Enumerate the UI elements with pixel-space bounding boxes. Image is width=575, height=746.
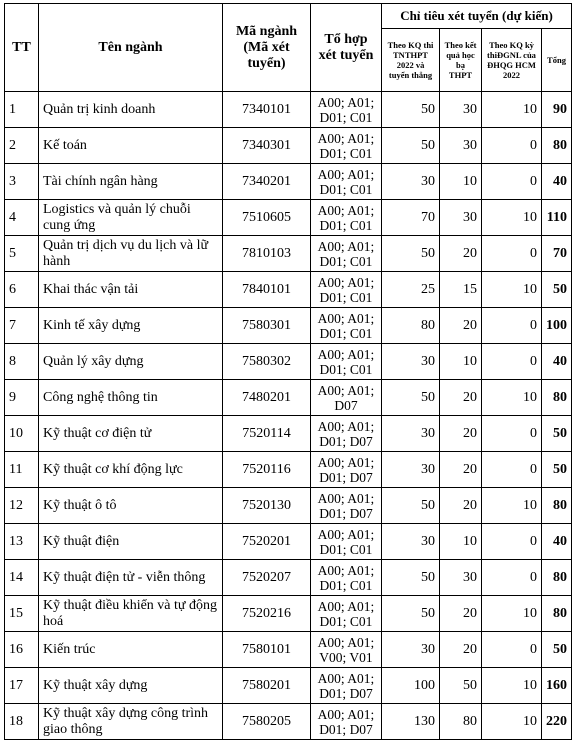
- quota-national-exam: 50: [382, 380, 440, 416]
- subject-combination: A00; A01; D01; C01: [311, 200, 382, 236]
- row-index: 9: [5, 380, 39, 416]
- table-row: [5, 380, 572, 416]
- major-code: 7480201: [223, 380, 311, 416]
- major-name: Quản trị kinh doanh: [39, 92, 223, 128]
- table-row: [5, 560, 572, 596]
- subject-combination: A00; A01; D07: [311, 380, 382, 416]
- table-row: [5, 452, 572, 488]
- table-row: [5, 308, 572, 344]
- quota-transcript: 20: [440, 488, 482, 524]
- table-row: [5, 128, 572, 164]
- quota-competency-exam: 10: [482, 92, 542, 128]
- header-national-exam: Theo KQ thi TNTHPT 2022 và tuyển thẳng: [382, 29, 440, 92]
- table-row: [5, 92, 572, 128]
- subject-combination: A00; A01; D01; C01: [311, 164, 382, 200]
- row-index: 5: [5, 236, 39, 272]
- quota-total: 80: [542, 380, 572, 416]
- major-code: 7580101: [223, 632, 311, 668]
- major-code: 7580301: [223, 308, 311, 344]
- row-index: 17: [5, 668, 39, 704]
- major-name: Kinh tế xây dựng: [39, 308, 223, 344]
- quota-national-exam: 130: [382, 704, 440, 740]
- major-code: 7520201: [223, 524, 311, 560]
- quota-competency-exam: 0: [482, 236, 542, 272]
- major-name: Tài chính ngân hàng: [39, 164, 223, 200]
- subject-combination: A00; A01; D01; D07: [311, 416, 382, 452]
- table-row: [5, 236, 572, 272]
- header-competency-exam: Theo KQ kỳ thiĐGNL của ĐHQG HCM 2022: [482, 29, 542, 92]
- quota-competency-exam: 10: [482, 488, 542, 524]
- header-name: Tên ngành: [39, 4, 223, 92]
- major-code: 7520114: [223, 416, 311, 452]
- quota-total: 80: [542, 560, 572, 596]
- subject-combination: A00; A01; D01; C01: [311, 236, 382, 272]
- table-row: [5, 416, 572, 452]
- quota-total: 90: [542, 92, 572, 128]
- major-code: 7340101: [223, 92, 311, 128]
- quota-transcript: 20: [440, 416, 482, 452]
- quota-total: 70: [542, 236, 572, 272]
- quota-transcript: 30: [440, 128, 482, 164]
- table-row: [5, 272, 572, 308]
- quota-total: 40: [542, 344, 572, 380]
- quota-total: 80: [542, 596, 572, 632]
- table-row: [5, 164, 572, 200]
- quota-competency-exam: 0: [482, 452, 542, 488]
- table-row: [5, 344, 572, 380]
- row-index: 8: [5, 344, 39, 380]
- major-name: Kế toán: [39, 128, 223, 164]
- quota-transcript: 10: [440, 524, 482, 560]
- quota-national-exam: 30: [382, 524, 440, 560]
- subject-combination: A00; A01; V00; V01: [311, 632, 382, 668]
- quota-total: 50: [542, 632, 572, 668]
- subject-combination: A00; A01; D01; C01: [311, 596, 382, 632]
- table-row: [5, 200, 572, 236]
- quota-transcript: 20: [440, 236, 482, 272]
- major-name: Khai thác vận tải: [39, 272, 223, 308]
- major-code: 7810103: [223, 236, 311, 272]
- major-code: 7520130: [223, 488, 311, 524]
- quota-total: 100: [542, 308, 572, 344]
- quota-national-exam: 50: [382, 92, 440, 128]
- major-code: 7580205: [223, 704, 311, 740]
- row-index: 4: [5, 200, 39, 236]
- subject-combination: A00; A01; D01; D07: [311, 668, 382, 704]
- quota-total: 50: [542, 416, 572, 452]
- row-index: 1: [5, 92, 39, 128]
- table-row: [5, 488, 572, 524]
- subject-combination: A00; A01; D01; D07: [311, 452, 382, 488]
- table-row: [5, 524, 572, 560]
- major-code: 7520116: [223, 452, 311, 488]
- quota-competency-exam: 0: [482, 164, 542, 200]
- quota-national-exam: 70: [382, 200, 440, 236]
- quota-competency-exam: 10: [482, 200, 542, 236]
- quota-transcript: 30: [440, 92, 482, 128]
- quota-transcript: 20: [440, 308, 482, 344]
- major-code: 7520207: [223, 560, 311, 596]
- subject-combination: A00; A01; D01; C01: [311, 560, 382, 596]
- quota-national-exam: 25: [382, 272, 440, 308]
- subject-combination: A00; A01; D01; C01: [311, 272, 382, 308]
- quota-national-exam: 30: [382, 416, 440, 452]
- table-row: [5, 596, 572, 632]
- table-row: [5, 668, 572, 704]
- quota-total: 160: [542, 668, 572, 704]
- subject-combination: A00; A01; D01; C01: [311, 308, 382, 344]
- quota-transcript: 80: [440, 704, 482, 740]
- quota-transcript: 20: [440, 380, 482, 416]
- table-row: [5, 704, 572, 740]
- quota-total: 40: [542, 524, 572, 560]
- major-code: 7580302: [223, 344, 311, 380]
- major-name: Quản trị dịch vụ du lịch và lữ hành: [39, 236, 223, 272]
- major-name: Logistics và quản lý chuỗi cung ứng: [39, 200, 223, 236]
- quota-total: 50: [542, 272, 572, 308]
- quota-national-exam: 30: [382, 344, 440, 380]
- major-code: 7510605: [223, 200, 311, 236]
- subject-combination: A00; A01; D01; C01: [311, 524, 382, 560]
- quota-national-exam: 30: [382, 164, 440, 200]
- major-name: Kỹ thuật cơ điện tử: [39, 416, 223, 452]
- major-name: Kỹ thuật xây dựng công trình giao thông: [39, 704, 223, 740]
- table-body: [5, 92, 572, 740]
- row-index: 13: [5, 524, 39, 560]
- row-index: 12: [5, 488, 39, 524]
- row-index: 2: [5, 128, 39, 164]
- row-index: 14: [5, 560, 39, 596]
- admissions-quota-table: [4, 3, 572, 740]
- quota-transcript: 20: [440, 632, 482, 668]
- row-index: 3: [5, 164, 39, 200]
- header-code: Mã ngành (Mã xét tuyển): [223, 4, 311, 92]
- quota-transcript: 10: [440, 344, 482, 380]
- quota-competency-exam: 0: [482, 128, 542, 164]
- row-index: 7: [5, 308, 39, 344]
- quota-competency-exam: 0: [482, 524, 542, 560]
- quota-national-exam: 30: [382, 632, 440, 668]
- quota-total: 80: [542, 488, 572, 524]
- major-code: 7840101: [223, 272, 311, 308]
- quota-total: 220: [542, 704, 572, 740]
- quota-total: 40: [542, 164, 572, 200]
- table-header: [5, 4, 572, 92]
- major-code: 7520216: [223, 596, 311, 632]
- major-code: 7340301: [223, 128, 311, 164]
- quota-competency-exam: 10: [482, 704, 542, 740]
- row-index: 10: [5, 416, 39, 452]
- header-total: Tổng: [542, 29, 572, 92]
- major-name: Kỹ thuật điều khiển và tự động hoá: [39, 596, 223, 632]
- header-combo: Tổ hợp xét tuyển: [311, 4, 382, 92]
- header-quota-group: Chỉ tiêu xét tuyển (dự kiến): [382, 4, 572, 29]
- quota-transcript: 30: [440, 560, 482, 596]
- quota-transcript: 20: [440, 452, 482, 488]
- major-code: 7340201: [223, 164, 311, 200]
- quota-transcript: 10: [440, 164, 482, 200]
- quota-competency-exam: 10: [482, 380, 542, 416]
- quota-transcript: 15: [440, 272, 482, 308]
- quota-national-exam: 100: [382, 668, 440, 704]
- major-name: Kỹ thuật điện: [39, 524, 223, 560]
- header-tt: TT: [5, 4, 39, 92]
- subject-combination: A00; A01; D01; C01: [311, 344, 382, 380]
- quota-competency-exam: 10: [482, 596, 542, 632]
- quota-total: 110: [542, 200, 572, 236]
- quota-national-exam: 50: [382, 128, 440, 164]
- quota-competency-exam: 0: [482, 560, 542, 596]
- major-name: Kỹ thuật xây dựng: [39, 668, 223, 704]
- quota-transcript: 20: [440, 596, 482, 632]
- quota-national-exam: 30: [382, 452, 440, 488]
- quota-transcript: 30: [440, 200, 482, 236]
- subject-combination: A00; A01; D01; D07: [311, 488, 382, 524]
- quota-competency-exam: 0: [482, 344, 542, 380]
- row-index: 18: [5, 704, 39, 740]
- quota-national-exam: 50: [382, 560, 440, 596]
- major-name: Kỹ thuật điện tử - viễn thông: [39, 560, 223, 596]
- quota-competency-exam: 0: [482, 416, 542, 452]
- subject-combination: A00; A01; D01; C01: [311, 92, 382, 128]
- header-transcript: Theo kết quả học bạ THPT: [440, 29, 482, 92]
- quota-competency-exam: 10: [482, 668, 542, 704]
- subject-combination: A00; A01; D01; C01: [311, 128, 382, 164]
- table-row: [5, 632, 572, 668]
- major-name: Quản lý xây dựng: [39, 344, 223, 380]
- major-code: 7580201: [223, 668, 311, 704]
- quota-national-exam: 50: [382, 488, 440, 524]
- major-name: Kiến trúc: [39, 632, 223, 668]
- quota-total: 80: [542, 128, 572, 164]
- quota-competency-exam: 10: [482, 272, 542, 308]
- quota-transcript: 50: [440, 668, 482, 704]
- subject-combination: A00; A01; D01; D07: [311, 704, 382, 740]
- quota-national-exam: 50: [382, 596, 440, 632]
- quota-national-exam: 50: [382, 236, 440, 272]
- quota-national-exam: 80: [382, 308, 440, 344]
- quota-total: 50: [542, 452, 572, 488]
- row-index: 15: [5, 596, 39, 632]
- quota-competency-exam: 0: [482, 308, 542, 344]
- major-name: Kỹ thuật cơ khí động lực: [39, 452, 223, 488]
- row-index: 6: [5, 272, 39, 308]
- row-index: 16: [5, 632, 39, 668]
- major-name: Công nghệ thông tin: [39, 380, 223, 416]
- quota-competency-exam: 0: [482, 632, 542, 668]
- major-name: Kỹ thuật ô tô: [39, 488, 223, 524]
- row-index: 11: [5, 452, 39, 488]
